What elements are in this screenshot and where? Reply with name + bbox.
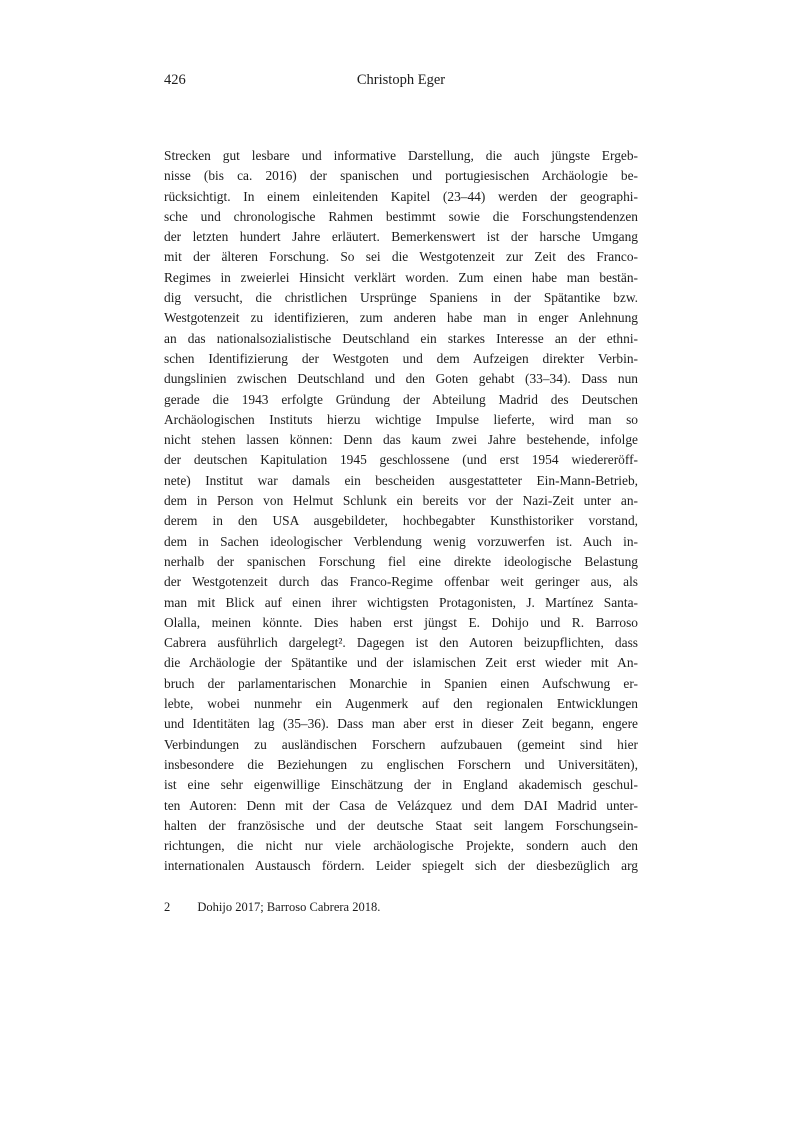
- body-line: sche und chronologische Rahmen bestimmt sowie die Forschungstendenzen: [164, 208, 638, 224]
- body-line: dig versucht, die christlichen Ursprünge Spaniens in der Spätantike bzw.: [164, 290, 638, 306]
- body-line: an das nationalsozialistische Deutschland ein starkes Interesse an der ethni-: [164, 330, 638, 346]
- body-line: der Westgotenzeit durch das Franco-Regime offenbar weit geringer aus, als: [164, 574, 638, 590]
- body-line: nerhalb der spanischen Forschung fiel eine direkte ideologische Belastung: [164, 553, 638, 569]
- body-line: nete) Institut war damals ein bescheiden ausgestatteter Ein-Mann-Betrieb,: [164, 472, 638, 488]
- body-line: internationalen Austausch fördern. Leider spiegelt sich der diesbezüglich arg: [164, 858, 638, 874]
- footnote-marker: 2: [164, 900, 171, 914]
- page-number: 426: [164, 72, 186, 88]
- body-line: derem in den USA ausgebildeter, hochbegabter Kunsthistoriker vorstand,: [164, 513, 638, 529]
- body-line: richtungen, die nicht nur viele archäologische Projekte, sondern auch den: [164, 838, 638, 854]
- body-line: insbesondere die Beziehungen zu englischen Forschern und Universitäten),: [164, 756, 638, 772]
- body-line: dungslinien zwischen Deutschland und den Goten gehabt (33–34). Dass nun: [164, 371, 638, 387]
- body-line: schen Identifizierung der Westgoten und dem Aufzeigen direkter Verbin-: [164, 350, 638, 366]
- body-line: nicht stehen lassen können: Denn das kaum zwei Jahre bestehende, infolge: [164, 432, 638, 448]
- page-header: [164, 71, 638, 89]
- body-line: man mit Blick auf einen ihrer wichtigsten Protagonisten, J. Martínez Santa-: [164, 594, 638, 610]
- body-line: die Archäologie der Spätantike und der islamischen Zeit erst wieder mit An-: [164, 655, 638, 671]
- body-line: gerade die 1943 erfolgte Gründung der Abteilung Madrid des Deutschen: [164, 391, 638, 407]
- body-line: dem in Person von Helmut Schlunk ein bereits vor der Nazi-Zeit unter an-: [164, 493, 638, 509]
- body-line: lebte, wobei nunmehr ein Augenmerk auf den regionalen Entwicklungen: [164, 696, 638, 712]
- body-line: Strecken gut lesbare und informative Darstellung, die auch jüngste Ergeb-: [164, 148, 638, 163]
- body-line: ten Autoren: Denn mit der Casa de Velázquez und dem DAI Madrid unter-: [164, 797, 638, 813]
- body-line: Regimes in zweierlei Hinsicht verklärt worden. Zum einen habe man bestän-: [164, 269, 638, 285]
- footnote: [164, 899, 638, 915]
- footnote-text: Dohijo 2017; Barroso Cabrera 2018.: [197, 900, 381, 914]
- body-line: Cabrera ausführlich dargelegt². Dagegen ist den Autoren beizupflichten, dass: [164, 635, 638, 651]
- body-line: dem in Sachen ideologischer Verblendung wenig vorzuwerfen ist. Auch in-: [164, 533, 638, 549]
- body-line: der letzten hundert Jahre erläutert. Bemerkenswert ist der harsche Umgang: [164, 229, 638, 245]
- body-line: nisse (bis ca. 2016) der spanischen und portugiesischen Archäologie be-: [164, 168, 638, 184]
- body-line: und Identitäten lag (35–36). Dass man aber erst in dieser Zeit begann, engere: [164, 716, 638, 732]
- body-line: Olalla, meinen könnte. Dies haben erst jüngst E. Dohijo und R. Barroso: [164, 614, 638, 630]
- body-line: mit der älteren Forschung. So sei die Westgotenzeit zur Zeit des Franco-: [164, 249, 638, 265]
- body-line: bruch der parlamentarischen Monarchie in Spanien einen Aufschwung er-: [164, 675, 638, 691]
- body-line: der deutschen Kapitulation 1945 geschlossene (und erst 1954 wiedereröff-: [164, 452, 638, 468]
- body-line: Verbindungen zu ausländischen Forschern aufzubauen (gemeint sind hier: [164, 736, 638, 752]
- body-line: ist eine sehr eigenwillige Einschätzung der in England akademisch geschul-: [164, 777, 638, 793]
- body-line: halten der französische und der deutsche Staat seit langem Forschungsein-: [164, 817, 638, 833]
- body-line: rücksichtigt. In einem einleitenden Kapitel (23–44) werden der geographi-: [164, 188, 638, 204]
- body-line: Westgotenzeit zu identifizieren, zum anderen habe man in enger Anlehnung: [164, 310, 638, 326]
- body-text: [164, 146, 638, 877]
- running-head: Christoph Eger: [356, 72, 446, 88]
- body-line: Archäologischen Instituts hierzu wichtige Impulse lieferte, wird man so: [164, 411, 638, 427]
